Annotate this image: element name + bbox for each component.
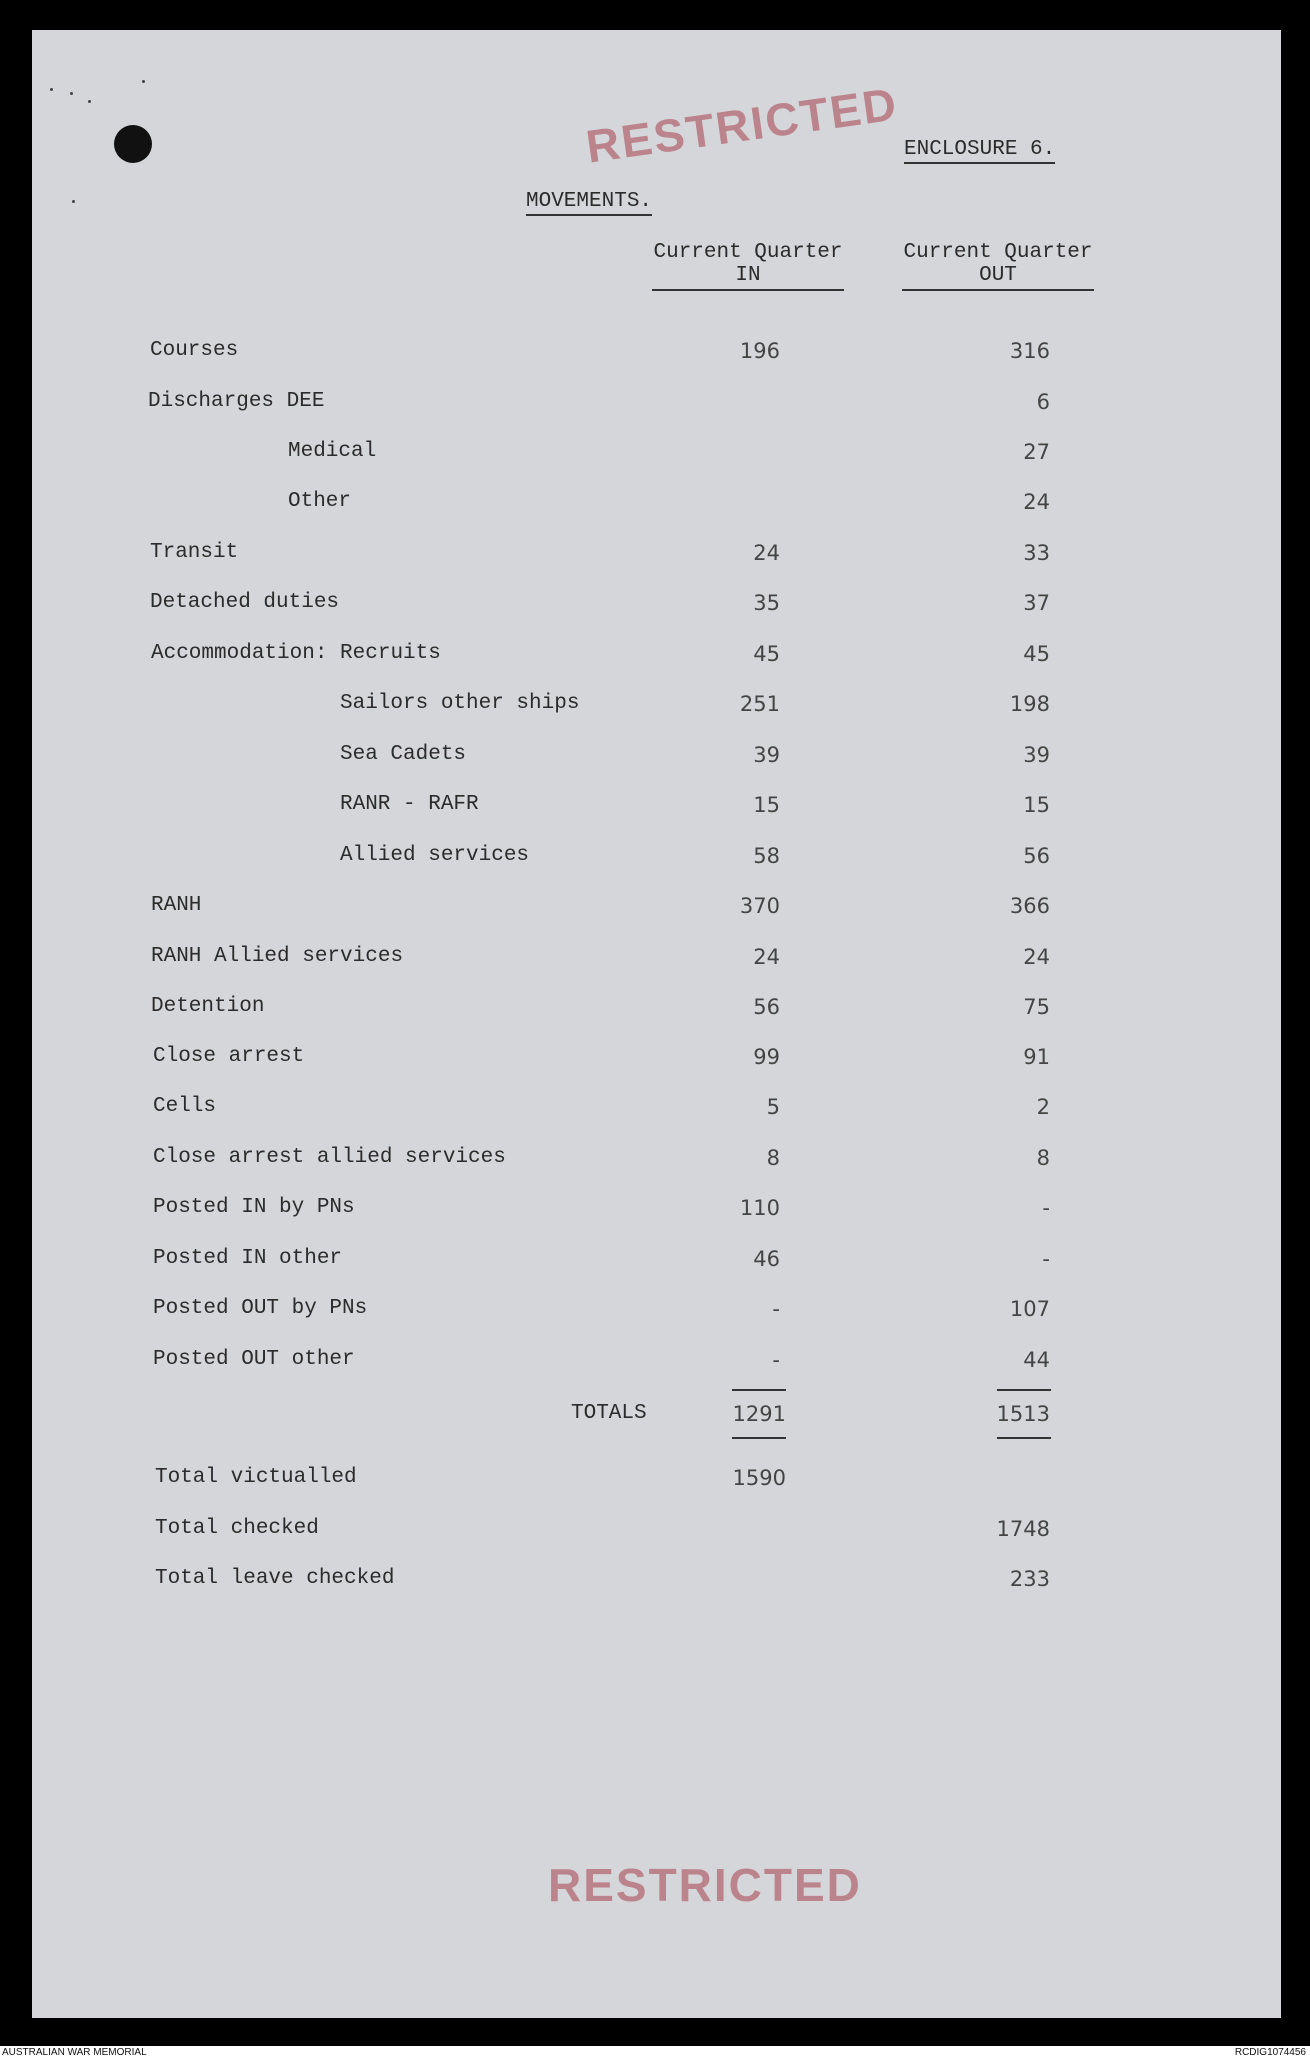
table-cell-out: - bbox=[1042, 1247, 1050, 1271]
restricted-stamp-top: RESTRICTED bbox=[582, 77, 901, 173]
table-cell-out: 39 bbox=[1023, 743, 1050, 767]
summary-label: Total victualled bbox=[155, 1466, 357, 1489]
column-header-out-line2: OUT bbox=[979, 264, 1017, 287]
table-cell-out: 2 bbox=[1036, 1095, 1050, 1119]
table-row-label: RANH Allied services bbox=[151, 945, 404, 968]
totals-rule-top-in bbox=[732, 1389, 786, 1391]
document-page bbox=[32, 30, 1281, 2018]
table-row-label: Accommodation: Recruits bbox=[151, 642, 441, 665]
table-cell-in: 8 bbox=[766, 1146, 780, 1170]
table-row-label: Sea Cadets bbox=[340, 743, 467, 766]
table-cell-in: 110 bbox=[739, 1196, 780, 1220]
totals-rule-bottom-in bbox=[732, 1437, 786, 1439]
table-cell-in: 56 bbox=[753, 995, 780, 1019]
column-header-in-line1: Current Quarter bbox=[653, 241, 843, 264]
table-row-label: RANR - RAFR bbox=[340, 793, 479, 816]
paper-speck bbox=[142, 80, 145, 83]
table-cell-in: - bbox=[772, 1297, 780, 1321]
summary-out: 233 bbox=[1009, 1567, 1050, 1591]
table-cell-out: 8 bbox=[1036, 1146, 1050, 1170]
table-cell-out: 316 bbox=[1009, 339, 1050, 363]
table-cell-out: 91 bbox=[1023, 1045, 1050, 1069]
table-cell-in: 24 bbox=[753, 541, 780, 565]
enclosure-label: ENCLOSURE 6. bbox=[904, 138, 1055, 164]
table-cell-in: 5 bbox=[766, 1095, 780, 1119]
archive-footer bbox=[0, 2046, 1310, 2061]
column-header-in bbox=[652, 241, 844, 287]
table-cell-in: 251 bbox=[739, 692, 780, 716]
table-cell-in: 24 bbox=[753, 945, 780, 969]
table-cell-in: 35 bbox=[753, 591, 780, 615]
table-cell-out: 107 bbox=[1009, 1297, 1050, 1321]
table-cell-out: 75 bbox=[1023, 995, 1050, 1019]
table-cell-out: 24 bbox=[1023, 490, 1050, 514]
column-header-out-line1: Current Quarter bbox=[903, 241, 1093, 264]
column-header-in-line2: IN bbox=[735, 264, 761, 287]
table-cell-out: 15 bbox=[1023, 793, 1050, 817]
summary-label: Total checked bbox=[155, 1517, 319, 1540]
totals-out: 1513 bbox=[996, 1402, 1050, 1426]
table-cell-in: - bbox=[772, 1348, 780, 1372]
column-header-out bbox=[902, 241, 1094, 287]
table-cell-out: 56 bbox=[1023, 844, 1050, 868]
totals-in: 1291 bbox=[732, 1402, 786, 1426]
table-cell-out: - bbox=[1042, 1196, 1050, 1220]
table-cell-in: 99 bbox=[753, 1045, 780, 1069]
table-cell-in: 370 bbox=[739, 894, 780, 918]
table-row-label: Detached duties bbox=[150, 591, 340, 614]
table-cell-in: 15 bbox=[753, 793, 780, 817]
table-row-label: Allied services bbox=[340, 844, 530, 867]
totals-rule-bottom-out bbox=[997, 1437, 1051, 1439]
totals-rule-top-out bbox=[997, 1389, 1051, 1391]
page-title: MOVEMENTS. bbox=[526, 190, 652, 216]
table-cell-out: 24 bbox=[1023, 945, 1050, 969]
table-cell-out: 45 bbox=[1023, 642, 1050, 666]
footer-right: RCDIG1074456 bbox=[1234, 2047, 1306, 2058]
table-cell-in: 39 bbox=[753, 743, 780, 767]
table-row-label: RANH bbox=[151, 894, 202, 917]
table-row-label: Transit bbox=[150, 541, 239, 564]
paper-speck bbox=[72, 200, 75, 203]
table-cell-in: 45 bbox=[753, 642, 780, 666]
table-row-label: Posted OUT other bbox=[153, 1348, 355, 1371]
table-row-label: Medical bbox=[288, 440, 377, 463]
table-cell-in: 58 bbox=[753, 844, 780, 868]
table-row-label: Close arrest bbox=[153, 1045, 305, 1068]
summary-out: 1748 bbox=[996, 1517, 1050, 1541]
table-row-label: Posted IN other bbox=[153, 1247, 343, 1270]
table-cell-out: 6 bbox=[1036, 390, 1050, 414]
summary-label: Total leave checked bbox=[155, 1567, 395, 1590]
paper-speck bbox=[50, 88, 53, 91]
table-row-label: Detention bbox=[151, 995, 265, 1018]
punch-hole bbox=[114, 125, 152, 163]
totals-label: TOTALS bbox=[571, 1402, 647, 1425]
table-row-label: Posted OUT by PNs bbox=[153, 1297, 368, 1320]
table-cell-out: 27 bbox=[1023, 440, 1050, 464]
table-row-label: Discharges DEE bbox=[148, 390, 325, 413]
table-row-label: Sailors other ships bbox=[340, 692, 580, 715]
restricted-stamp-bottom: RESTRICTED bbox=[548, 1859, 862, 1911]
table-cell-out: 44 bbox=[1023, 1348, 1050, 1372]
table-cell-out: 198 bbox=[1009, 692, 1050, 716]
table-row-label: Courses bbox=[150, 339, 239, 362]
table-cell-in: 196 bbox=[739, 339, 780, 363]
table-row-label: Close arrest allied services bbox=[153, 1146, 506, 1169]
table-row-label: Posted IN by PNs bbox=[153, 1196, 355, 1219]
table-cell-out: 37 bbox=[1023, 591, 1050, 615]
table-cell-in: 46 bbox=[753, 1247, 780, 1271]
table-cell-out: 366 bbox=[1009, 894, 1050, 918]
table-row-label: Cells bbox=[153, 1095, 217, 1118]
summary-in: 1590 bbox=[732, 1466, 786, 1490]
paper-speck bbox=[88, 100, 91, 103]
paper-speck bbox=[70, 92, 73, 95]
footer-left: AUSTRALIAN WAR MEMORIAL bbox=[2, 2047, 147, 2058]
column-header-in-underline bbox=[652, 289, 844, 291]
table-cell-out: 33 bbox=[1023, 541, 1050, 565]
column-header-out-underline bbox=[902, 289, 1094, 291]
table-row-label: Other bbox=[288, 490, 352, 513]
